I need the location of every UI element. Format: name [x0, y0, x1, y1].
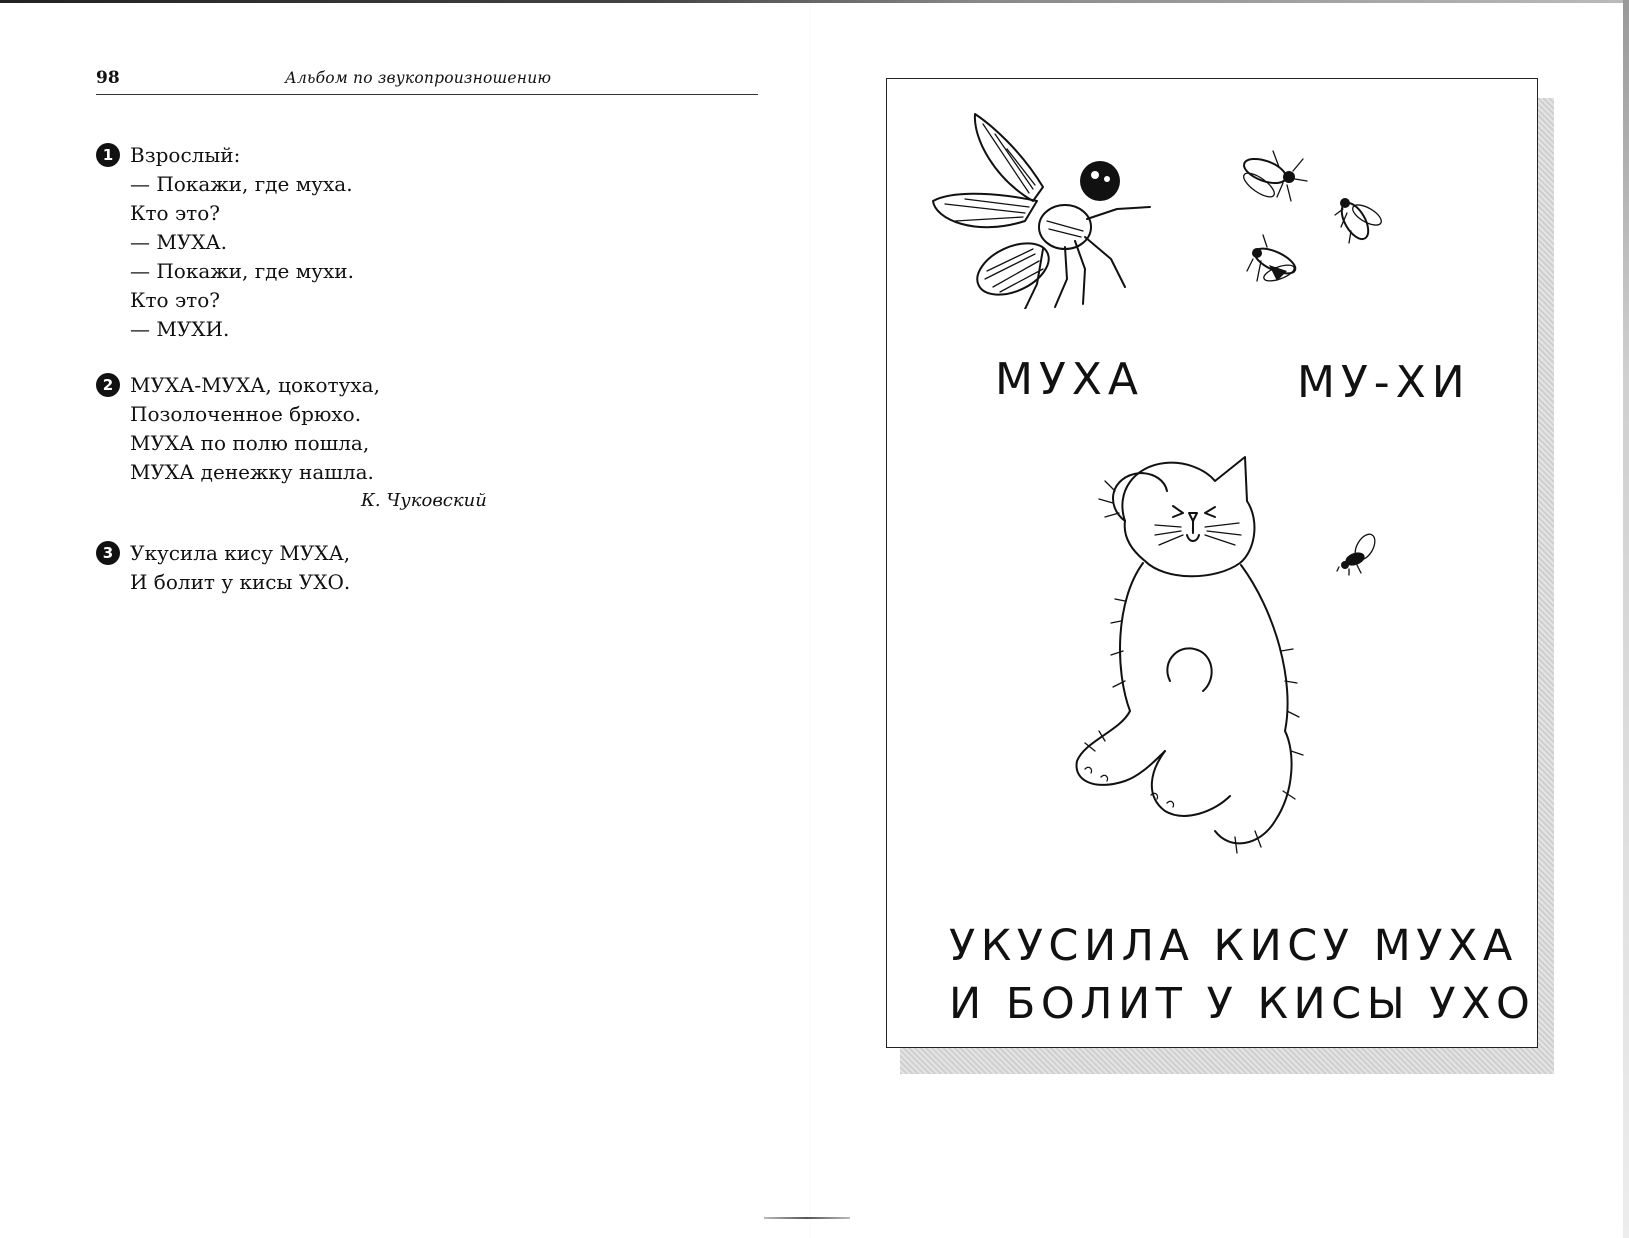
running-title: Альбом по звукопроизношению — [285, 69, 552, 87]
label-fly-single: МУХА — [995, 354, 1145, 405]
card-caption — [949, 917, 1536, 1033]
exercise-number-badge: 3 — [96, 541, 120, 565]
exercise-2 — [96, 371, 380, 487]
exercise-line: Кто это? — [130, 288, 220, 312]
exercise-line: — МУХА. — [130, 230, 228, 254]
exercise-number-badge: 1 — [96, 143, 120, 167]
caption-line: УКУСИЛА КИСУ МУХА — [949, 921, 1518, 971]
picture-card — [886, 78, 1538, 1048]
caption-line: И БОЛИТ У КИСЫ УХО — [949, 979, 1536, 1029]
scan-edge-right — [1623, 0, 1629, 1238]
cat-icon — [1055, 451, 1355, 871]
small-flies-icon — [1217, 131, 1397, 301]
poem-line: МУХА по полю пошла, — [130, 431, 370, 455]
exercise-line: — МУХИ. — [130, 317, 230, 341]
page-number: 98 — [96, 68, 120, 88]
exercise-line: — Покажи, где мухи. — [130, 259, 354, 283]
poem-line: МУХА денежку нашла. — [130, 460, 374, 484]
poem-line: Позолоченное брюхо. — [130, 402, 362, 426]
page-fold — [810, 0, 811, 1238]
exercise-line: И болит у кисы УХО. — [130, 570, 351, 594]
exercise-3 — [96, 539, 350, 597]
exercise-1 — [96, 141, 354, 344]
cat-fly-icon — [1335, 531, 1385, 576]
large-fly-icon — [925, 109, 1165, 309]
running-head — [96, 66, 758, 95]
poem-author: К. Чуковский — [361, 490, 487, 511]
scan-edge-top — [0, 0, 1629, 3]
exercise-line: — Покажи, где муха. — [130, 172, 353, 196]
exercise-number-badge: 2 — [96, 373, 120, 397]
poem-line: МУХА-МУХА, цокотуха, — [130, 373, 380, 397]
exercise-line: Кто это? — [130, 201, 220, 225]
scan-bottom-mark — [764, 1217, 850, 1219]
label-flies-plural: МУ-ХИ — [1297, 357, 1471, 408]
exercise-line: Укусила кису МУХА, — [130, 541, 351, 565]
exercise-line: Взрослый: — [130, 143, 241, 167]
